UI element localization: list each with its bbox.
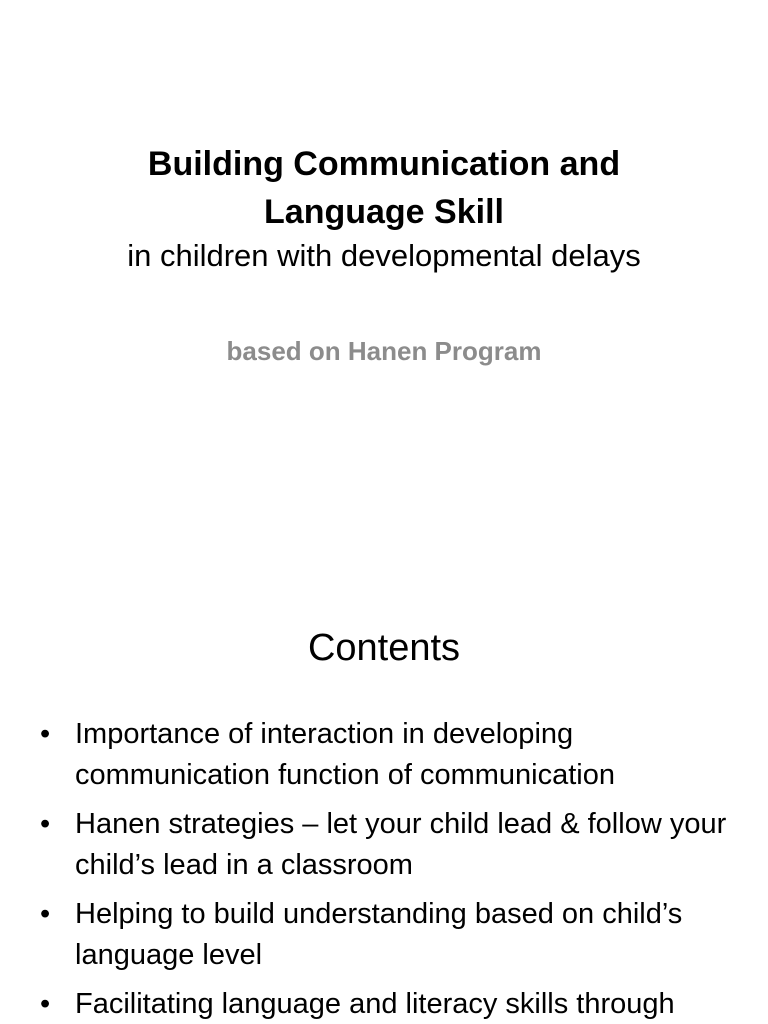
list-item-text: Facilitating language and literacy skills through [75, 988, 675, 1020]
list-item [40, 894, 748, 976]
slide-title-line-2: Language Skill [264, 193, 504, 231]
slide-title-line-1: Building Communication and [147, 145, 621, 183]
contents-heading: Contents [307, 627, 461, 669]
bullet-icon: • [40, 718, 51, 750]
contents-list [40, 714, 748, 1024]
list-item [40, 984, 748, 1024]
title-block [40, 140, 728, 276]
list-item-text: Hanen strategies – let your child lead & follow your child’s lead in a classroom [75, 808, 727, 881]
bullet-icon: • [40, 988, 51, 1020]
list-item [40, 714, 748, 796]
list-item-text: Helping to build understanding based on child’s language level [75, 898, 683, 971]
bullet-icon: • [40, 898, 51, 930]
contents-slide [0, 576, 768, 1024]
list-item [40, 804, 748, 886]
bullet-icon: • [40, 808, 51, 840]
slide-subtitle: in children with developmental delays [127, 238, 641, 273]
list-item-text: Importance of interaction in developing communication function of communication [75, 718, 615, 791]
slide-tagline: based on Hanen Program [226, 336, 542, 366]
